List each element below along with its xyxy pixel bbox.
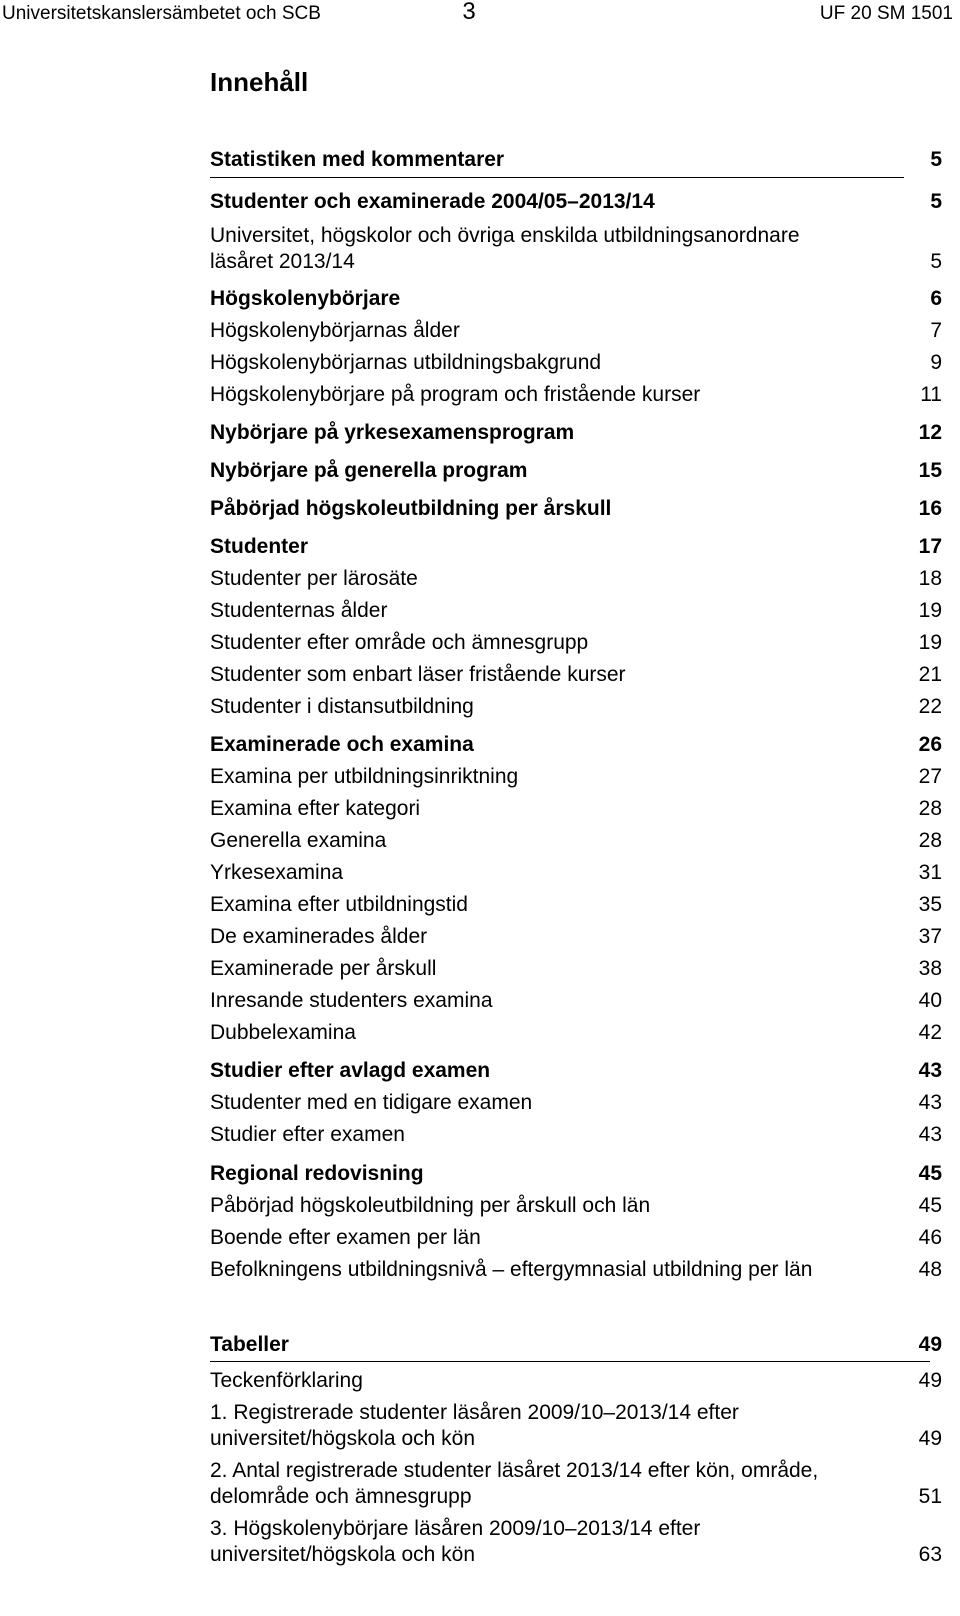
toc-label: Studenternas ålder — [210, 599, 388, 622]
toc-label: Befolkningens utbildningsnivå – eftergymnasial utbildning per län — [210, 1258, 813, 1281]
toc-label: Dubbelexamina — [210, 1021, 356, 1044]
toc-page: 37 — [918, 925, 942, 948]
toc-page: 42 — [918, 1021, 942, 1044]
toc-label: Studenter efter område och ämnesgrupp — [210, 631, 589, 654]
toc-page: 21 — [918, 663, 942, 686]
toc-label: Examina efter kategori — [210, 797, 421, 820]
toc-label: Examinerade och examina — [210, 733, 474, 756]
toc-page: 12 — [918, 421, 942, 444]
toc-page: 19 — [918, 631, 942, 654]
toc-page: 5 — [930, 190, 942, 213]
toc-label: Påbörjad högskoleutbildning per årskull och län — [210, 1194, 651, 1217]
toc-page: 45 — [918, 1162, 942, 1185]
toc-page: 9 — [930, 351, 942, 374]
toc-label: Nybörjare på yrkesexamensprogram — [210, 421, 575, 444]
toc-page: 35 — [918, 893, 942, 916]
toc-page: 46 — [918, 1226, 942, 1249]
toc-label: 1. Registrerade studenter läsåren 2009/10–2013/14 efter universitet/högskola och kön — [210, 1401, 739, 1450]
toc-page: 17 — [918, 535, 942, 558]
toc-label: 3. Högskolenybörjare läsåren 2009/10–2013/14 efter universitet/högskola och kön — [210, 1517, 701, 1566]
toc-page: 19 — [918, 599, 942, 622]
toc-page: 26 — [918, 733, 942, 756]
tables-item[interactable] — [210, 1516, 942, 1568]
toc-label: Nybörjare på generella program — [210, 459, 528, 482]
toc-page: 63 — [918, 1543, 942, 1566]
toc-label: Studenter i distansutbildning — [210, 695, 474, 718]
tables-item[interactable] — [210, 1400, 942, 1452]
toc-item[interactable] — [210, 223, 942, 275]
toc-label: 2. Antal registrerade studenter läsåret 2013/14 efter kön, område, delområde och ämnesgrupp — [210, 1459, 819, 1508]
toc-label: Examina per utbildningsinriktning — [210, 765, 519, 788]
toc-page: 31 — [918, 861, 942, 884]
toc-page: 6 — [930, 287, 942, 310]
toc-page: 49 — [918, 1369, 942, 1392]
toc-label: Högskolenybörjare — [210, 287, 401, 310]
page-title: Innehåll — [210, 67, 309, 97]
toc-page: 5 — [930, 250, 942, 273]
toc-page: 11 — [920, 383, 942, 406]
toc-page: 48 — [918, 1258, 942, 1281]
header-left: Universitetskanslersämbetet och SCB — [2, 3, 321, 24]
header-right: UF 20 SM 1501 — [819, 3, 953, 24]
toc-label: Högskolenybörjare på program och fristående kurser — [210, 383, 701, 406]
toc-label: Studenter med en tidigare examen — [210, 1091, 533, 1114]
toc-label: Tabeller — [210, 1333, 289, 1356]
toc-page: 5 — [930, 148, 942, 171]
toc-label: Examina efter utbildningstid — [210, 893, 468, 916]
toc-label: Studenter per lärosäte — [210, 567, 418, 590]
toc-page: 49 — [918, 1333, 942, 1356]
toc-label: Studenter och examinerade 2004/05–2013/14 — [210, 190, 655, 213]
toc-label: Högskolenybörjarnas ålder — [210, 319, 460, 342]
toc-page: 38 — [918, 957, 942, 980]
toc-label: Generella examina — [210, 829, 387, 852]
toc-label: Studier efter examen — [210, 1123, 405, 1146]
toc-page: 43 — [918, 1059, 942, 1082]
toc-label: Statistiken med kommentarer — [210, 148, 505, 171]
toc-page: 18 — [918, 567, 942, 590]
toc-page: 43 — [918, 1091, 942, 1114]
toc-label: Studier efter avlagd examen — [210, 1059, 491, 1082]
toc-page: 51 — [918, 1485, 942, 1508]
toc-label: Påbörjad högskoleutbildning per årskull — [210, 497, 612, 520]
toc-label: Examinerade per årskull — [210, 957, 437, 980]
toc-page: 7 — [930, 319, 942, 342]
page-number: 3 — [462, 0, 476, 25]
toc-page: 40 — [918, 989, 942, 1012]
toc-page: 27 — [918, 765, 942, 788]
toc-label: Yrkesexamina — [210, 861, 344, 884]
toc-page: 49 — [918, 1427, 942, 1450]
toc-label: Studenter — [210, 535, 309, 558]
toc-label: Universitet, högskolor och övriga enskilda utbildningsanordnare läsåret 2013/14 — [210, 224, 800, 273]
toc-label: Högskolenybörjarnas utbildningsbakgrund — [210, 351, 602, 374]
toc-page: 16 — [918, 497, 942, 520]
section-rule — [210, 177, 904, 178]
toc-label: Studenter som enbart läser fristående kurser — [210, 663, 626, 686]
toc-page: 22 — [918, 695, 942, 718]
toc-label: De examinerades ålder — [210, 925, 428, 948]
toc-label: Teckenförklaring — [210, 1369, 363, 1392]
toc-label: Inresande studenters examina — [210, 989, 493, 1012]
toc-page: 43 — [918, 1123, 942, 1146]
toc-page: 28 — [918, 797, 942, 820]
tables-item[interactable] — [210, 1458, 942, 1510]
toc-label: Boende efter examen per län — [210, 1226, 481, 1249]
toc-page: 15 — [918, 459, 942, 482]
toc-label: Regional redovisning — [210, 1162, 424, 1185]
toc-page: 28 — [918, 829, 942, 852]
section-rule — [210, 1361, 930, 1362]
toc-page: 45 — [918, 1194, 942, 1217]
